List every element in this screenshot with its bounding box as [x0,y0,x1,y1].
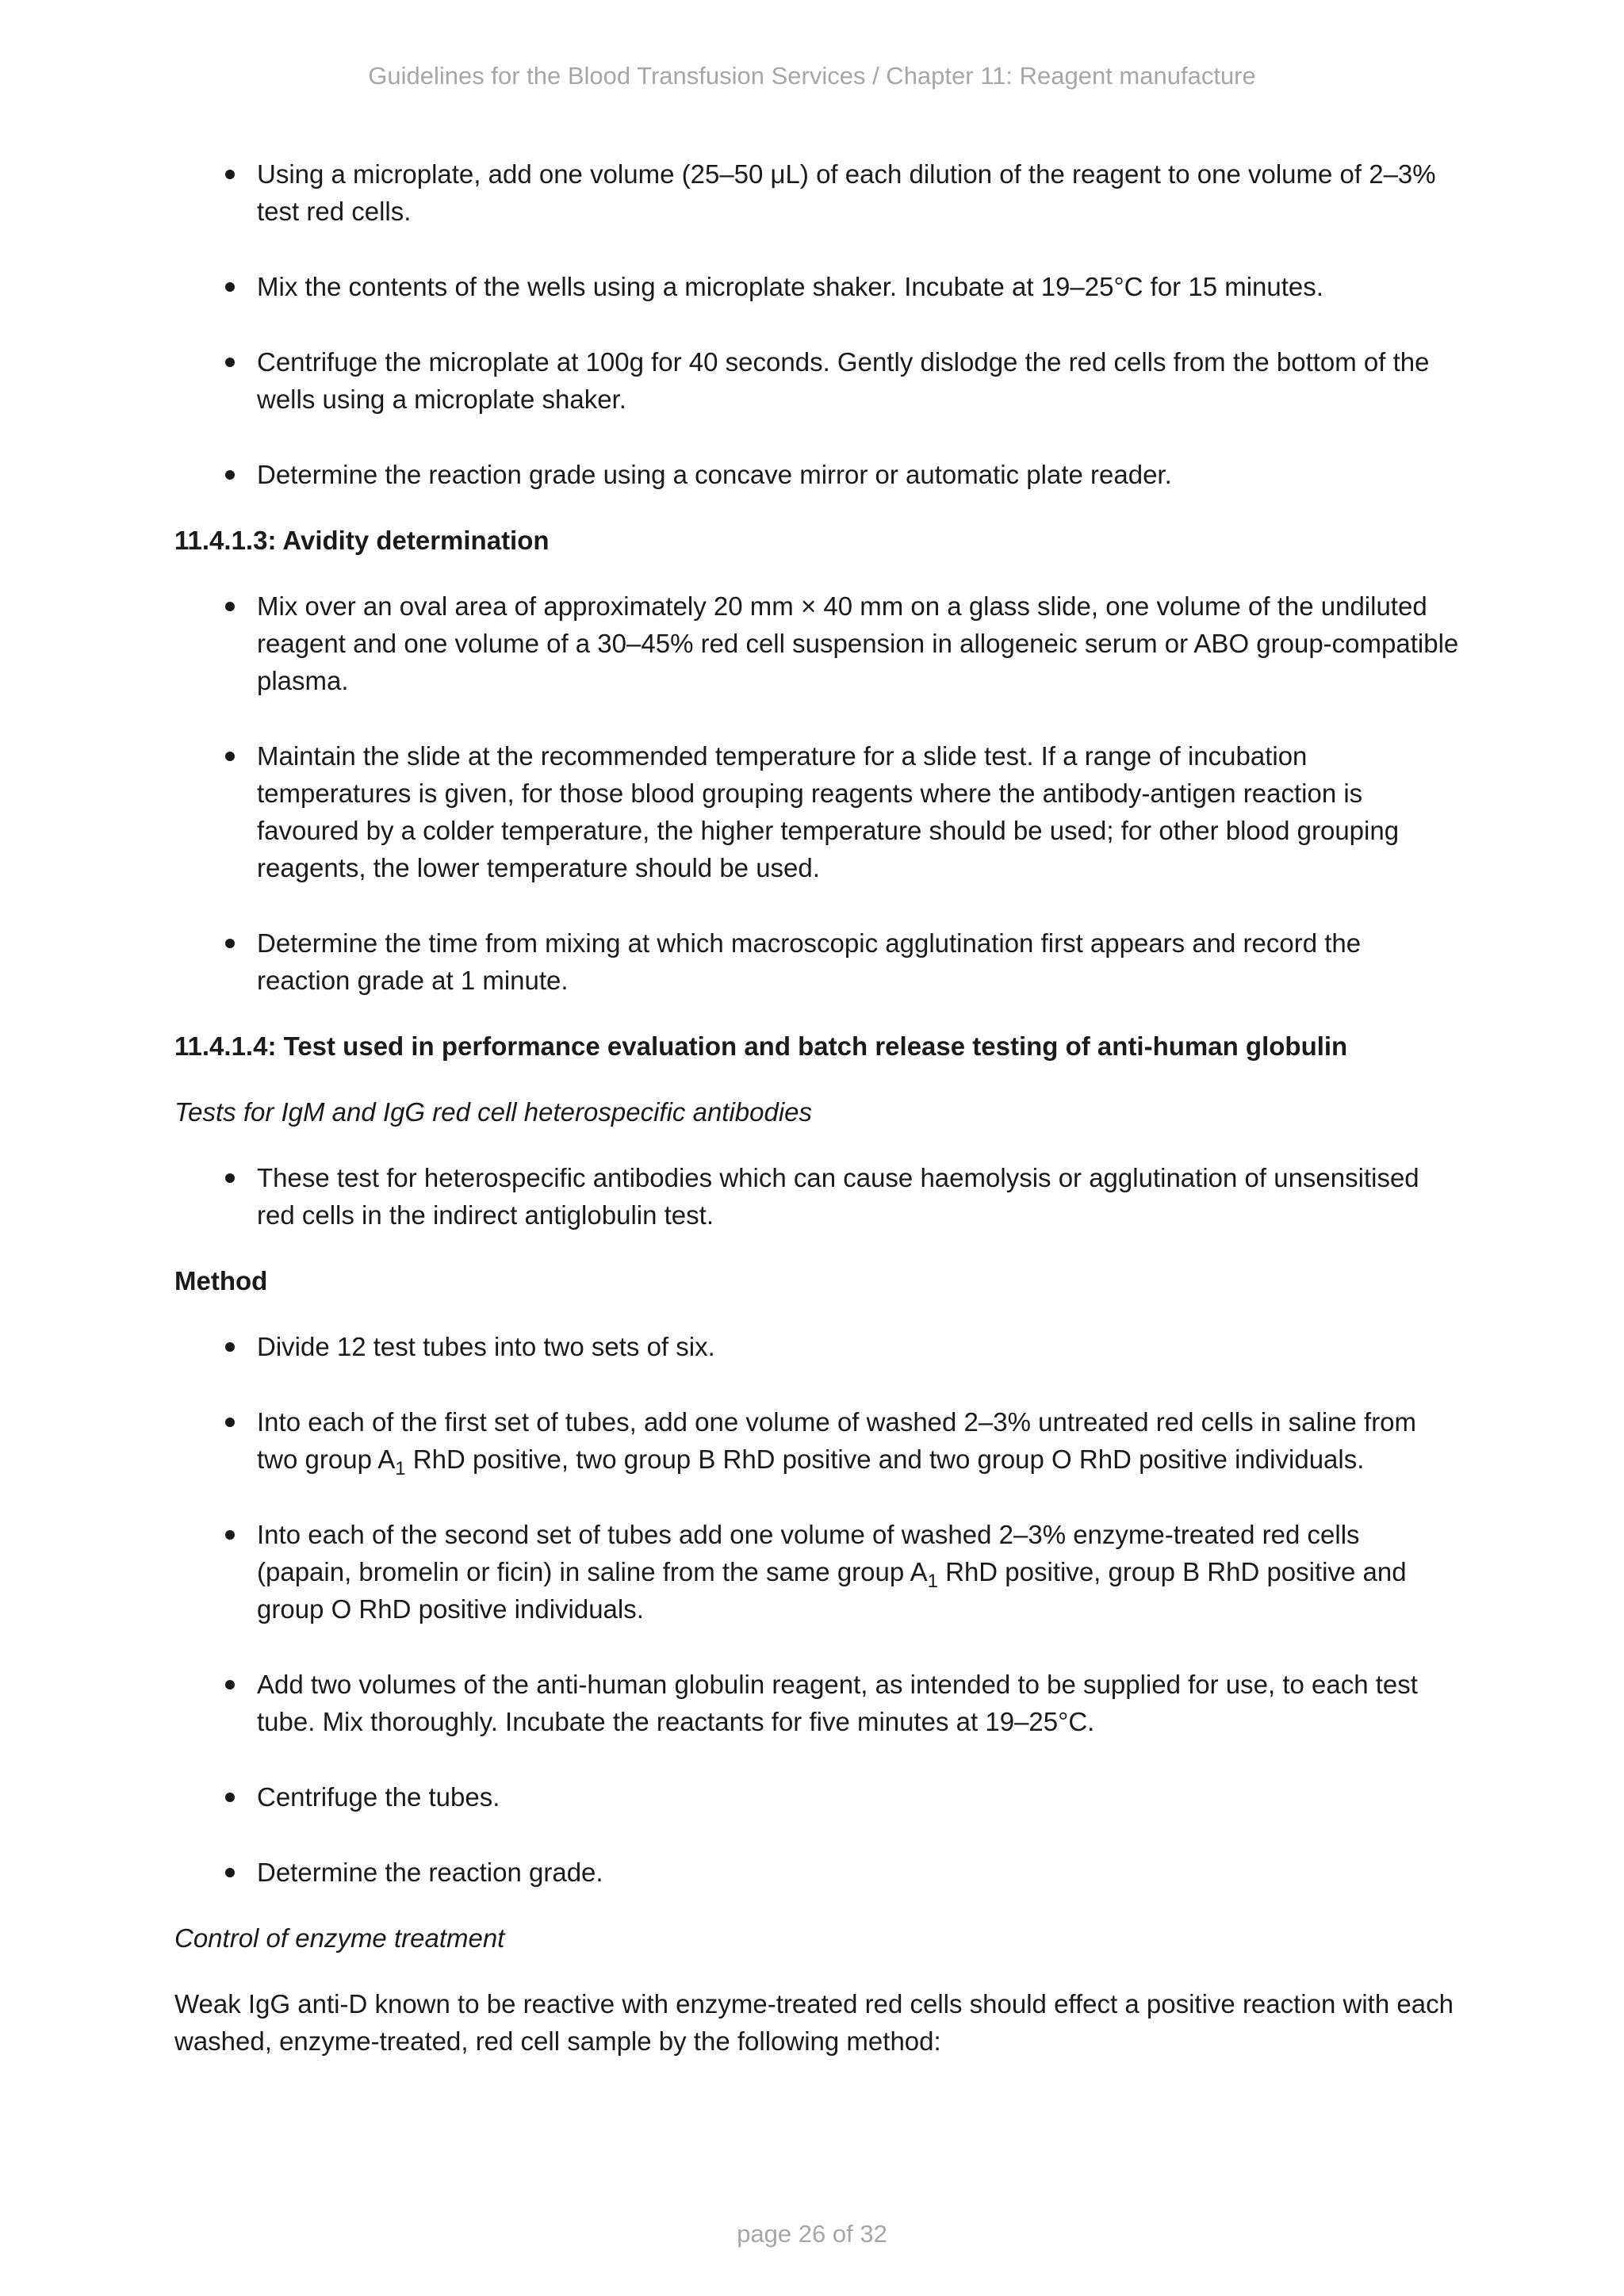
dilution-steps-list [174,155,1459,493]
bullet-icon [225,1793,235,1802]
list-item: Into each of the first set of tubes, add one volume of washed 2–3% untreated red cells in saline from two group $A_1$ RhD positive, two group B RhD positive and two group O RhD positive individuals. [174,1403,1459,1478]
subheading-enzyme-control: Control of enzyme treatment [174,1923,505,1953]
list-item: Centrifuge the microplate at 100g for 40 seconds. Gently dislodge the red cells from the bottom of the wells using a microplate shaker. [174,343,1459,418]
section-heading-method: Method [174,1266,268,1295]
list-item: These test for heterospecific antibodies which can cause haemolysis or agglutination of unsensitised red cells in the indirect antiglobulin test. [174,1159,1459,1234]
heterospecific-list [174,1159,1459,1234]
bullet-icon [225,1418,235,1427]
list-item: Centrifuge the tubes. [174,1778,1459,1816]
list-item: Determine the reaction grade. [174,1854,1459,1891]
running-header: Guidelines for the Blood Transfusion Services / Chapter 11: Reagent manufacture [368,62,1256,90]
bullet-icon [225,1173,235,1183]
bullet-icon [225,358,235,367]
section-heading-ahg: 11.4.1.4: Test used in performance evaluation and batch release testing of anti-human globulin [174,1031,1348,1061]
list-item: Mix the contents of the wells using a microplate shaker. Incubate at 19–25°C for 15 minutes. [174,268,1459,305]
list-item: Divide 12 test tubes into two sets of six. [174,1328,1459,1365]
subheading-heterospecific: Tests for IgM and IgG red cell heterospecific antibodies [174,1097,813,1127]
list-item: Determine the time from mixing at which macroscopic agglutination first appears and record the reaction grade at 1 minute. [174,924,1459,999]
list-item: Determine the reaction grade using a concave mirror or automatic plate reader. [174,456,1459,493]
bullet-icon [225,939,235,948]
bullet-icon [225,1868,235,1877]
page-content [174,155,1459,2060]
section-heading-avidity: 11.4.1.3: Avidity determination [174,526,550,555]
bullet-icon [225,752,235,761]
bullet-icon [225,1530,235,1540]
list-item: Maintain the slide at the recommended temperature for a slide test. If a range of incubation temperatures is given, for those blood grouping reagents where the antibody-antigen reaction is favoured by a colder temperature, the higher temperature should be used; for other blood grouping reagents, the lower temperature should be used. [174,737,1459,886]
bullet-icon [225,1342,235,1352]
list-item: Using a microplate, add one volume (25–50 μL) of each dilution of the reagent to one volume of 2–3% test red cells. [174,155,1459,230]
bullet-icon [225,170,235,179]
page-number: page 26 of 32 [737,2220,887,2248]
enzyme-control-paragraph: Weak IgG anti-D known to be reactive with enzyme-treated red cells should effect a positive reaction with each washed, enzyme-treated, red cell sample by the following method: [174,1989,1454,2056]
bullet-icon [225,282,235,292]
method-steps-list [174,1328,1459,1891]
bullet-icon [225,602,235,611]
avidity-steps-list [174,587,1459,999]
list-item: Into each of the second set of tubes add one volume of washed 2–3% enzyme-treated red cells (papain, bromelin or ficin) in saline from the same group $A_1$ RhD positive, group B RhD positive and group O RhD positive individuals. [174,1516,1459,1628]
bullet-icon [225,1680,235,1689]
bullet-icon [225,470,235,480]
list-item: Add two volumes of the anti-human globulin reagent, as intended to be supplied for use, to each test tube. Mix thoroughly. Incubate the reactants for five minutes at 19–25°C. [174,1666,1459,1740]
list-item: Mix over an oval area of approximately 20 mm × 40 mm on a glass slide, one volume of the undiluted reagent and one volume of a 30–45% red cell suspension in allogeneic serum or ABO group-compatible plasma. [174,587,1459,699]
